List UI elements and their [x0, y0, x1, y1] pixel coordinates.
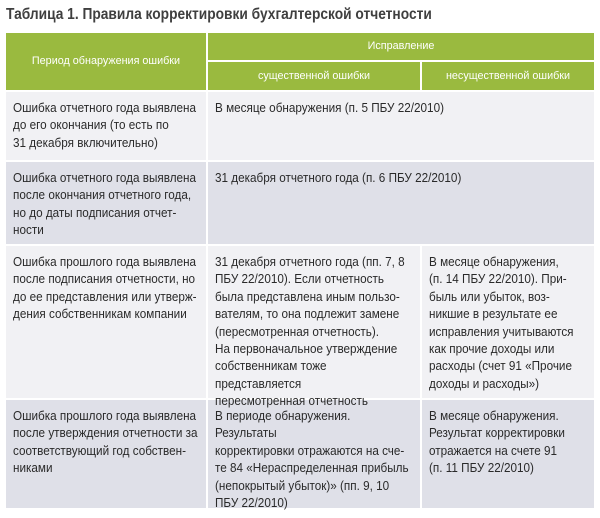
row-3-material [208, 246, 420, 409]
row-2-correction-text: 31 декабря отчетного года (п. 6 ПБУ 22/2010) [215, 171, 462, 185]
row-3-immaterial-text: В месяце обнаружения, (п. 14 ПБУ 22/2010). При- быль или убыток, воз- никшие в результате ее исправления учитываются как прочие доходы или расходы (счет 91 «Прочие доходы и расходы») [429, 255, 574, 391]
row-1-period-text: Ошибка отчетного года выявлена до его окончания (то есть по 31 декабря включительно) [13, 101, 197, 150]
row-4-immaterial-text: В месяце обнаружения. Результат корректировки отражается на счете 91 (п. 11 ПБУ 22/2010) [429, 409, 565, 476]
header-material [208, 62, 420, 90]
row-3-period-text: Ошибка прошлого года выявлена после подписания отчетности, но до ее представления или утверж- дения собственникам компании [13, 255, 197, 322]
header-material-label: существенной ошибки [257, 69, 371, 82]
corrections-table [6, 33, 594, 511]
row-2-correction [208, 162, 594, 244]
row-4-material-text: В периоде обнаружения. Результаты корректировки отражаются на сче- те 84 «Нераспределенная прибыль (непокрытый убыток)» (пп. 9, 10 ПБУ 22/2010) [215, 409, 409, 511]
header-period [6, 33, 206, 90]
header-immaterial-label: несущественной ошибки [445, 69, 571, 82]
row-1-period [6, 92, 206, 160]
header-correction [208, 33, 594, 60]
table-title-text: Таблица 1. Правила корректировки бухгалтерской отчетности [6, 6, 432, 23]
row-1-correction [208, 92, 594, 160]
row-4-material [208, 400, 420, 511]
row-4-immaterial [422, 400, 594, 508]
table-title [6, 6, 513, 24]
row-4-period-text: Ошибка прошлого года выявлена после утверждения отчетности за соответствующий год собствен- никами [13, 409, 198, 476]
row-4-period [6, 400, 206, 508]
row-1-correction-text: В месяце обнаружения (п. 5 ПБУ 22/2010) [215, 101, 444, 115]
row-2-period [6, 162, 206, 244]
header-period-label: Период обнаружения ошибки [31, 55, 181, 67]
row-3-material-text: 31 декабря отчетного года (пп. 7, 8 ПБУ 22/2010). Если отчетность была представлена иным пользо- вателям, то она подлежит замене (пересмотренная отчетность). На первоначальное утверждение собственникам тоже представляется пересмотренная отчетность [215, 255, 405, 409]
row-2-period-text: Ошибка отчетного года выявлена после окончания отчетного года, но до даты подписания отчет- ности [13, 171, 197, 238]
header-correction-label: Исправление [367, 40, 435, 52]
header-immaterial [422, 62, 594, 90]
row-3-period [6, 246, 206, 398]
row-3-immaterial [422, 246, 594, 398]
